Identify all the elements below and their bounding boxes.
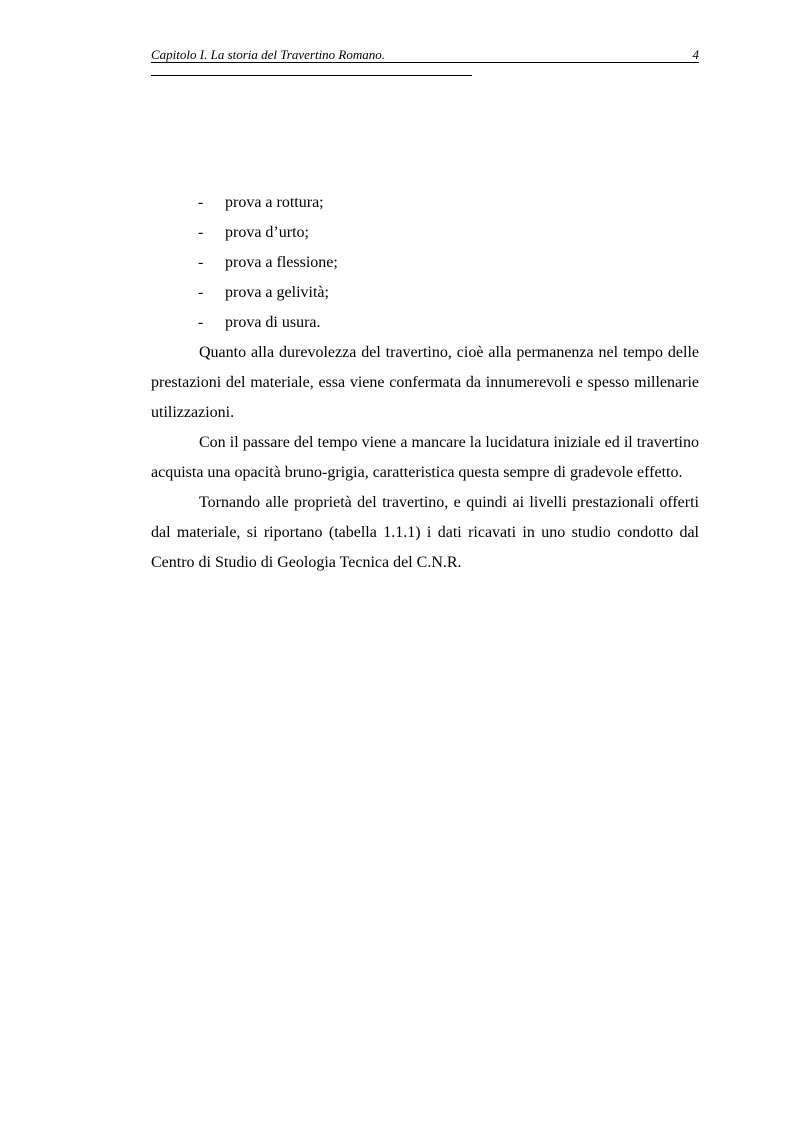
list-item bbox=[151, 308, 699, 338]
paragraph-patina: Con il passare del tempo viene a mancare la lucidatura iniziale ed il travertino acquista una opacità bruno-grigia, caratteristica questa sempre di gradevole effetto. bbox=[151, 434, 699, 481]
header-underline bbox=[151, 75, 472, 76]
test-list bbox=[151, 188, 699, 338]
header-title: Capitolo I. La storia del Travertino Romano. bbox=[151, 47, 386, 62]
paragraph-durability: Quanto alla durevolezza del travertino, cioè alla permanenza nel tempo delle prestazioni del materiale, essa viene confermata da innumerevoli e spesso millenarie utilizzazioni. bbox=[151, 344, 699, 421]
list-item-text: prova a flessione; bbox=[225, 254, 338, 271]
list-item-text: prova d’urto; bbox=[225, 224, 309, 241]
page-number: 4 bbox=[692, 47, 699, 62]
list-item-text: prova a gelività; bbox=[225, 284, 329, 301]
bullet-dash: - bbox=[198, 284, 204, 301]
header-rule bbox=[151, 62, 699, 63]
bullet-dash: - bbox=[198, 194, 204, 211]
bullet-dash: - bbox=[198, 254, 204, 271]
list-item bbox=[151, 278, 699, 308]
list-item bbox=[151, 248, 699, 278]
list-item-text: prova di usura. bbox=[225, 314, 321, 331]
bullet-dash: - bbox=[198, 314, 204, 331]
list-item bbox=[151, 218, 699, 248]
bullet-dash: - bbox=[198, 224, 204, 241]
body-text bbox=[151, 188, 699, 578]
list-item bbox=[151, 188, 699, 218]
list-item-text: prova a rottura; bbox=[225, 194, 324, 211]
paragraph-properties: Tornando alle proprietà del travertino, e quindi ai livelli prestazionali offerti dal materiale, si riportano (tabella 1.1.1) i dati ricavati in uno studio condotto dal Centro di Studio di Geologia Tecnica del C.N.R. bbox=[151, 494, 699, 571]
